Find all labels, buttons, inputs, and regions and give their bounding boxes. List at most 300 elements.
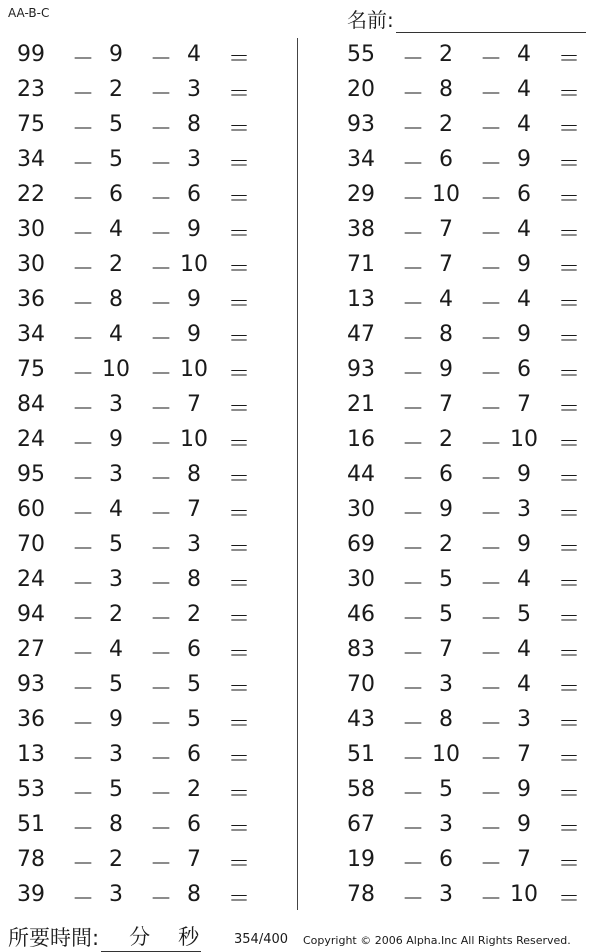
minus-sign: － bbox=[480, 257, 503, 282]
subtrahend-2: 6 bbox=[187, 182, 201, 207]
subtrahend-2: 7 bbox=[187, 497, 201, 522]
minuend: 20 bbox=[347, 77, 375, 102]
equals-sign: ＝ bbox=[228, 292, 251, 317]
problem-row bbox=[330, 143, 600, 178]
problem-row bbox=[0, 353, 270, 388]
problem-row bbox=[330, 283, 600, 318]
minus-sign: － bbox=[150, 152, 173, 177]
problem-row bbox=[330, 808, 600, 843]
subtrahend-1: 2 bbox=[109, 252, 123, 277]
minuend: 19 bbox=[347, 847, 375, 872]
subtrahend-1: 8 bbox=[109, 812, 123, 837]
minus-sign: － bbox=[402, 257, 425, 282]
equals-sign: ＝ bbox=[228, 222, 251, 247]
subtrahend-2: 10 bbox=[510, 427, 538, 452]
subtrahend-1: 2 bbox=[109, 847, 123, 872]
problem-row bbox=[330, 423, 600, 458]
subtrahend-1: 10 bbox=[432, 742, 460, 767]
minuend: 34 bbox=[17, 322, 45, 347]
minus-sign: － bbox=[150, 222, 173, 247]
subtrahend-1: 3 bbox=[109, 462, 123, 487]
problem-row bbox=[330, 738, 600, 773]
problem-row bbox=[0, 563, 270, 598]
subtrahend-2: 9 bbox=[187, 287, 201, 312]
minuend: 39 bbox=[17, 882, 45, 907]
problem-row bbox=[330, 388, 600, 423]
minuend: 94 bbox=[17, 602, 45, 627]
minuend: 93 bbox=[17, 672, 45, 697]
problem-row bbox=[330, 843, 600, 878]
minus-sign: － bbox=[150, 397, 173, 422]
minus-sign: － bbox=[480, 292, 503, 317]
minus-sign: － bbox=[150, 887, 173, 912]
subtrahend-2: 3 bbox=[517, 497, 531, 522]
page-number: 354/400 bbox=[234, 932, 289, 947]
subtrahend-2: 2 bbox=[187, 602, 201, 627]
minus-sign: － bbox=[150, 82, 173, 107]
subtrahend-2: 7 bbox=[187, 392, 201, 417]
minus-sign: － bbox=[150, 47, 173, 72]
equals-sign: ＝ bbox=[228, 467, 251, 492]
subtrahend-2: 10 bbox=[180, 427, 208, 452]
minus-sign: － bbox=[480, 502, 503, 527]
subtrahend-2: 7 bbox=[517, 847, 531, 872]
subtrahend-2: 4 bbox=[517, 672, 531, 697]
problem-row bbox=[0, 318, 270, 353]
problem-row bbox=[0, 878, 270, 913]
minuend: 29 bbox=[347, 182, 375, 207]
minuend: 22 bbox=[17, 182, 45, 207]
minus-sign: － bbox=[402, 222, 425, 247]
minus-sign: － bbox=[72, 187, 95, 212]
equals-sign: ＝ bbox=[228, 257, 251, 282]
equals-sign: ＝ bbox=[228, 152, 251, 177]
minus-sign: － bbox=[72, 222, 95, 247]
subtrahend-1: 10 bbox=[102, 357, 130, 382]
minus-sign: － bbox=[72, 607, 95, 632]
equals-sign: ＝ bbox=[558, 327, 581, 352]
minus-sign: － bbox=[480, 222, 503, 247]
equals-sign: ＝ bbox=[228, 432, 251, 457]
time-taken-label: 所要時間: bbox=[8, 926, 100, 950]
minus-sign: － bbox=[72, 327, 95, 352]
seconds-unit: 秒 bbox=[178, 925, 200, 949]
subtrahend-1: 2 bbox=[109, 602, 123, 627]
minus-sign: － bbox=[402, 397, 425, 422]
problem-row bbox=[0, 423, 270, 458]
minus-sign: － bbox=[72, 257, 95, 282]
minus-sign: － bbox=[402, 82, 425, 107]
minuend: 55 bbox=[347, 42, 375, 67]
subtrahend-2: 9 bbox=[187, 217, 201, 242]
minuend: 30 bbox=[347, 497, 375, 522]
minus-sign: － bbox=[72, 782, 95, 807]
problem-row bbox=[0, 808, 270, 843]
minus-sign: － bbox=[402, 47, 425, 72]
subtrahend-1: 7 bbox=[439, 637, 453, 662]
equals-sign: ＝ bbox=[228, 572, 251, 597]
minus-sign: － bbox=[150, 817, 173, 842]
minuend: 60 bbox=[17, 497, 45, 522]
equals-sign: ＝ bbox=[228, 642, 251, 667]
left-problem-column bbox=[0, 38, 270, 913]
equals-sign: ＝ bbox=[228, 187, 251, 212]
subtrahend-2: 8 bbox=[187, 882, 201, 907]
minus-sign: － bbox=[480, 817, 503, 842]
minus-sign: － bbox=[402, 467, 425, 492]
minus-sign: － bbox=[480, 187, 503, 212]
minus-sign: － bbox=[402, 362, 425, 387]
minus-sign: － bbox=[72, 47, 95, 72]
subtrahend-2: 9 bbox=[517, 532, 531, 557]
minus-sign: － bbox=[150, 782, 173, 807]
equals-sign: ＝ bbox=[228, 712, 251, 737]
equals-sign: ＝ bbox=[228, 817, 251, 842]
minus-sign: － bbox=[402, 817, 425, 842]
name-input-line[interactable] bbox=[396, 10, 586, 33]
subtrahend-1: 7 bbox=[439, 392, 453, 417]
equals-sign: ＝ bbox=[558, 47, 581, 72]
subtrahend-2: 7 bbox=[517, 742, 531, 767]
subtrahend-2: 3 bbox=[517, 707, 531, 732]
problem-row bbox=[0, 108, 270, 143]
minus-sign: － bbox=[150, 712, 173, 737]
subtrahend-2: 3 bbox=[187, 147, 201, 172]
minuend: 70 bbox=[347, 672, 375, 697]
equals-sign: ＝ bbox=[558, 292, 581, 317]
subtrahend-1: 5 bbox=[109, 147, 123, 172]
minuend: 84 bbox=[17, 392, 45, 417]
problem-row bbox=[330, 598, 600, 633]
minuend: 30 bbox=[17, 217, 45, 242]
minus-sign: － bbox=[72, 712, 95, 737]
minus-sign: － bbox=[72, 887, 95, 912]
equals-sign: ＝ bbox=[228, 117, 251, 142]
equals-sign: ＝ bbox=[558, 782, 581, 807]
problem-row bbox=[330, 703, 600, 738]
subtrahend-1: 3 bbox=[109, 392, 123, 417]
subtrahend-1: 5 bbox=[109, 532, 123, 557]
subtrahend-1: 3 bbox=[109, 567, 123, 592]
subtrahend-1: 4 bbox=[109, 217, 123, 242]
minuend: 51 bbox=[347, 742, 375, 767]
minus-sign: － bbox=[72, 537, 95, 562]
minuend: 36 bbox=[17, 707, 45, 732]
subtrahend-2: 6 bbox=[517, 357, 531, 382]
minus-sign: － bbox=[480, 747, 503, 772]
subtrahend-1: 2 bbox=[439, 112, 453, 137]
minuend: 78 bbox=[17, 847, 45, 872]
minus-sign: － bbox=[480, 677, 503, 702]
subtrahend-1: 4 bbox=[109, 497, 123, 522]
subtrahend-1: 9 bbox=[439, 357, 453, 382]
minuend: 36 bbox=[17, 287, 45, 312]
subtrahend-2: 10 bbox=[510, 882, 538, 907]
subtrahend-1: 8 bbox=[439, 322, 453, 347]
minus-sign: － bbox=[480, 607, 503, 632]
subtrahend-2: 9 bbox=[517, 777, 531, 802]
subtrahend-1: 5 bbox=[439, 602, 453, 627]
problem-row bbox=[0, 633, 270, 668]
minuend: 47 bbox=[347, 322, 375, 347]
minus-sign: － bbox=[480, 47, 503, 72]
problem-row bbox=[330, 633, 600, 668]
equals-sign: ＝ bbox=[558, 362, 581, 387]
minuend: 30 bbox=[17, 252, 45, 277]
subtrahend-1: 3 bbox=[439, 672, 453, 697]
minus-sign: － bbox=[480, 467, 503, 492]
minus-sign: － bbox=[72, 572, 95, 597]
subtrahend-1: 2 bbox=[439, 42, 453, 67]
subtrahend-1: 6 bbox=[439, 847, 453, 872]
minuend: 53 bbox=[17, 777, 45, 802]
minus-sign: － bbox=[480, 152, 503, 177]
equals-sign: ＝ bbox=[558, 397, 581, 422]
minus-sign: － bbox=[150, 117, 173, 142]
problem-row bbox=[0, 283, 270, 318]
subtrahend-2: 9 bbox=[517, 462, 531, 487]
problem-row bbox=[0, 528, 270, 563]
minus-sign: － bbox=[150, 852, 173, 877]
minus-sign: － bbox=[72, 817, 95, 842]
subtrahend-2: 4 bbox=[517, 567, 531, 592]
subtrahend-2: 10 bbox=[180, 357, 208, 382]
minus-sign: － bbox=[402, 642, 425, 667]
right-problem-column bbox=[330, 38, 600, 913]
subtrahend-1: 5 bbox=[439, 567, 453, 592]
minus-sign: － bbox=[72, 82, 95, 107]
minuend: 93 bbox=[347, 357, 375, 382]
equals-sign: ＝ bbox=[228, 362, 251, 387]
problem-row bbox=[330, 38, 600, 73]
equals-sign: ＝ bbox=[558, 817, 581, 842]
minus-sign: － bbox=[402, 502, 425, 527]
minuend: 34 bbox=[347, 147, 375, 172]
minuend: 69 bbox=[347, 532, 375, 557]
minus-sign: － bbox=[480, 82, 503, 107]
minus-sign: － bbox=[480, 572, 503, 597]
minuend: 23 bbox=[17, 77, 45, 102]
problem-row bbox=[0, 388, 270, 423]
minuend: 38 bbox=[347, 217, 375, 242]
minuend: 44 bbox=[347, 462, 375, 487]
minuend: 16 bbox=[347, 427, 375, 452]
subtrahend-1: 9 bbox=[439, 497, 453, 522]
subtrahend-1: 2 bbox=[109, 77, 123, 102]
minus-sign: － bbox=[480, 117, 503, 142]
subtrahend-1: 3 bbox=[439, 882, 453, 907]
subtrahend-1: 10 bbox=[432, 182, 460, 207]
subtrahend-1: 6 bbox=[439, 462, 453, 487]
minus-sign: － bbox=[480, 852, 503, 877]
minus-sign: － bbox=[402, 572, 425, 597]
minus-sign: － bbox=[402, 712, 425, 737]
equals-sign: ＝ bbox=[558, 222, 581, 247]
problem-row bbox=[330, 493, 600, 528]
minus-sign: － bbox=[402, 432, 425, 457]
minus-sign: － bbox=[150, 642, 173, 667]
equals-sign: ＝ bbox=[228, 852, 251, 877]
problem-row bbox=[330, 108, 600, 143]
subtrahend-1: 5 bbox=[109, 672, 123, 697]
subtrahend-2: 3 bbox=[187, 532, 201, 557]
minuend: 24 bbox=[17, 427, 45, 452]
subtrahend-2: 7 bbox=[187, 847, 201, 872]
equals-sign: ＝ bbox=[228, 747, 251, 772]
subtrahend-1: 2 bbox=[439, 427, 453, 452]
subtrahend-1: 8 bbox=[439, 707, 453, 732]
subtrahend-2: 4 bbox=[517, 77, 531, 102]
subtrahend-2: 9 bbox=[517, 322, 531, 347]
minuend: 93 bbox=[347, 112, 375, 137]
minuend: 21 bbox=[347, 392, 375, 417]
equals-sign: ＝ bbox=[558, 852, 581, 877]
minus-sign: － bbox=[150, 432, 173, 457]
equals-sign: ＝ bbox=[228, 537, 251, 562]
subtrahend-2: 8 bbox=[187, 112, 201, 137]
minuend: 24 bbox=[17, 567, 45, 592]
minus-sign: － bbox=[150, 572, 173, 597]
subtrahend-2: 6 bbox=[517, 182, 531, 207]
subtrahend-1: 9 bbox=[109, 427, 123, 452]
minus-sign: － bbox=[150, 292, 173, 317]
minus-sign: － bbox=[150, 502, 173, 527]
minus-sign: － bbox=[402, 782, 425, 807]
minus-sign: － bbox=[150, 467, 173, 492]
equals-sign: ＝ bbox=[228, 82, 251, 107]
minus-sign: － bbox=[402, 117, 425, 142]
problem-row bbox=[330, 353, 600, 388]
equals-sign: ＝ bbox=[558, 152, 581, 177]
problem-row bbox=[0, 458, 270, 493]
minus-sign: － bbox=[402, 187, 425, 212]
subtrahend-1: 3 bbox=[109, 882, 123, 907]
minuend: 27 bbox=[17, 637, 45, 662]
subtrahend-1: 5 bbox=[109, 777, 123, 802]
subtrahend-2: 5 bbox=[187, 707, 201, 732]
name-label: 名前: bbox=[347, 8, 394, 32]
subtrahend-2: 5 bbox=[187, 672, 201, 697]
problem-row bbox=[330, 248, 600, 283]
minus-sign: － bbox=[72, 852, 95, 877]
minus-sign: － bbox=[480, 537, 503, 562]
minus-sign: － bbox=[150, 677, 173, 702]
problem-row bbox=[0, 598, 270, 633]
equals-sign: ＝ bbox=[228, 887, 251, 912]
subtrahend-2: 4 bbox=[517, 42, 531, 67]
subtrahend-1: 4 bbox=[109, 322, 123, 347]
equals-sign: ＝ bbox=[558, 187, 581, 212]
equals-sign: ＝ bbox=[228, 47, 251, 72]
worksheet-code: AA-B-C bbox=[8, 6, 50, 20]
subtrahend-2: 9 bbox=[187, 322, 201, 347]
equals-sign: ＝ bbox=[558, 747, 581, 772]
problem-row bbox=[330, 178, 600, 213]
minus-sign: － bbox=[150, 327, 173, 352]
equals-sign: ＝ bbox=[558, 887, 581, 912]
minus-sign: － bbox=[402, 677, 425, 702]
equals-sign: ＝ bbox=[228, 397, 251, 422]
minuend: 78 bbox=[347, 882, 375, 907]
subtrahend-1: 5 bbox=[109, 112, 123, 137]
subtrahend-1: 8 bbox=[109, 287, 123, 312]
equals-sign: ＝ bbox=[558, 572, 581, 597]
minus-sign: － bbox=[480, 642, 503, 667]
minus-sign: － bbox=[480, 327, 503, 352]
problem-row bbox=[330, 318, 600, 353]
time-taken-line[interactable] bbox=[101, 921, 201, 952]
minus-sign: － bbox=[150, 747, 173, 772]
subtrahend-2: 5 bbox=[517, 602, 531, 627]
equals-sign: ＝ bbox=[558, 117, 581, 142]
subtrahend-1: 5 bbox=[439, 777, 453, 802]
subtrahend-2: 9 bbox=[517, 812, 531, 837]
minus-sign: － bbox=[402, 747, 425, 772]
subtrahend-2: 7 bbox=[517, 392, 531, 417]
minus-sign: － bbox=[150, 537, 173, 562]
subtrahend-1: 4 bbox=[439, 287, 453, 312]
equals-sign: ＝ bbox=[228, 677, 251, 702]
subtrahend-1: 8 bbox=[439, 77, 453, 102]
problem-row bbox=[0, 703, 270, 738]
subtrahend-1: 3 bbox=[109, 742, 123, 767]
problem-row bbox=[0, 668, 270, 703]
minuend: 71 bbox=[347, 252, 375, 277]
equals-sign: ＝ bbox=[558, 537, 581, 562]
minus-sign: － bbox=[402, 537, 425, 562]
problem-row bbox=[330, 213, 600, 248]
equals-sign: ＝ bbox=[558, 712, 581, 737]
problem-row bbox=[330, 563, 600, 598]
minus-sign: － bbox=[150, 362, 173, 387]
minus-sign: － bbox=[72, 467, 95, 492]
subtrahend-2: 8 bbox=[187, 462, 201, 487]
minuend: 67 bbox=[347, 812, 375, 837]
equals-sign: ＝ bbox=[558, 607, 581, 632]
problem-row bbox=[0, 213, 270, 248]
subtrahend-2: 6 bbox=[187, 812, 201, 837]
minus-sign: － bbox=[150, 607, 173, 632]
minus-sign: － bbox=[402, 152, 425, 177]
equals-sign: ＝ bbox=[558, 677, 581, 702]
subtrahend-1: 2 bbox=[439, 532, 453, 557]
name-field-group bbox=[347, 4, 586, 33]
equals-sign: ＝ bbox=[558, 432, 581, 457]
problem-row bbox=[0, 248, 270, 283]
subtrahend-2: 4 bbox=[187, 42, 201, 67]
minuend: 13 bbox=[17, 742, 45, 767]
subtrahend-1: 7 bbox=[439, 252, 453, 277]
subtrahend-2: 9 bbox=[517, 252, 531, 277]
equals-sign: ＝ bbox=[228, 502, 251, 527]
problem-row bbox=[330, 73, 600, 108]
minus-sign: － bbox=[402, 327, 425, 352]
equals-sign: ＝ bbox=[558, 467, 581, 492]
subtrahend-1: 3 bbox=[439, 812, 453, 837]
minus-sign: － bbox=[480, 362, 503, 387]
column-divider bbox=[297, 38, 298, 910]
problem-row bbox=[0, 773, 270, 808]
minus-sign: － bbox=[72, 292, 95, 317]
subtrahend-2: 2 bbox=[187, 777, 201, 802]
minus-sign: － bbox=[402, 292, 425, 317]
subtrahend-2: 4 bbox=[517, 112, 531, 137]
subtrahend-2: 6 bbox=[187, 637, 201, 662]
minus-sign: － bbox=[150, 257, 173, 282]
problem-row bbox=[0, 143, 270, 178]
minus-sign: － bbox=[150, 187, 173, 212]
minus-sign: － bbox=[72, 747, 95, 772]
